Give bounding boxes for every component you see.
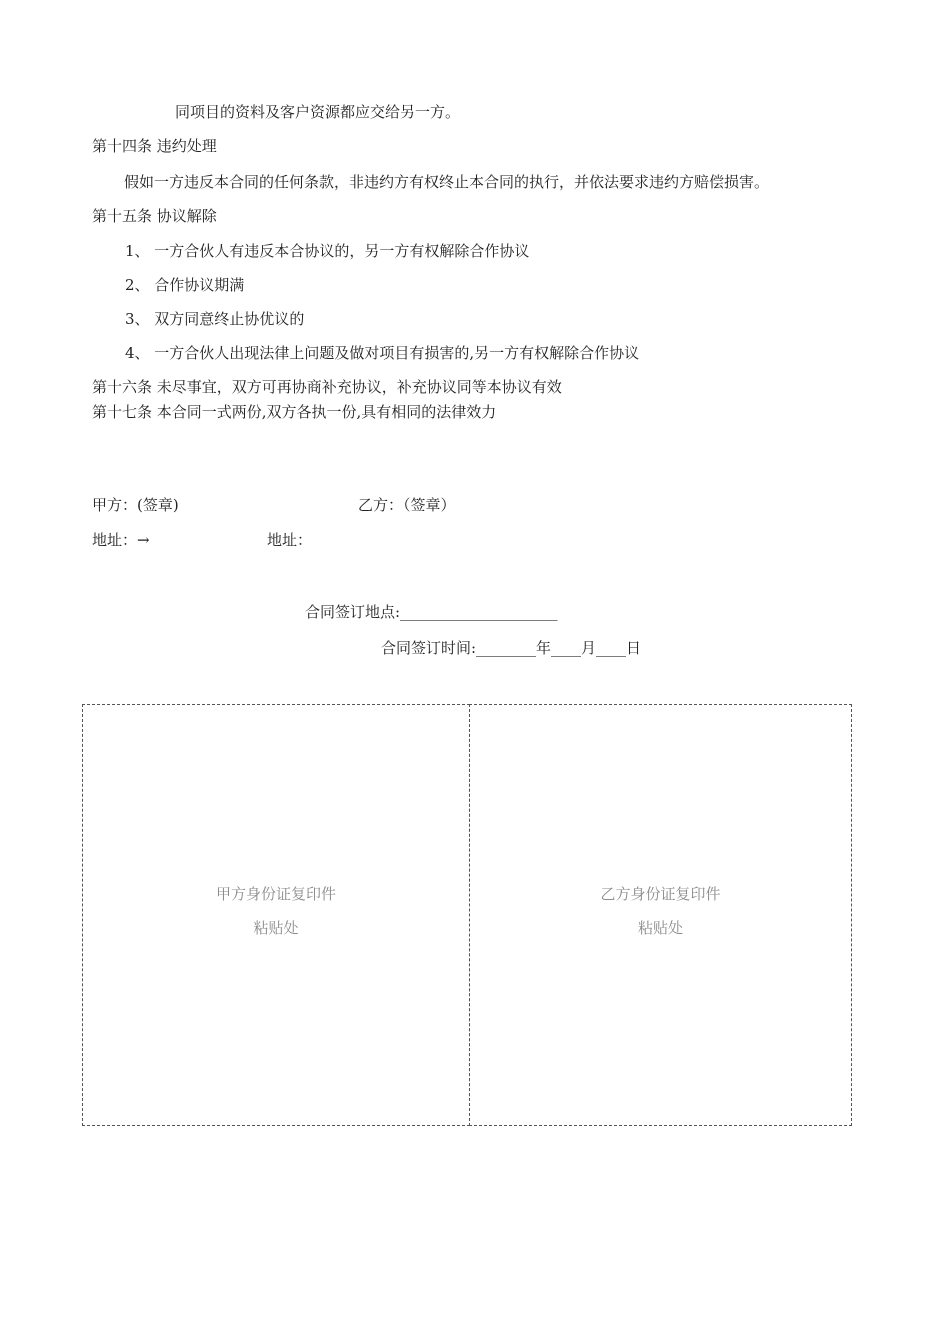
article-15-item-3: 3、 双方同意终止协优议的 <box>125 310 305 328</box>
article-15-item-2: 2、 合作协议期满 <box>125 276 245 294</box>
party-a-signature-label: 甲方：(签章) <box>92 496 179 514</box>
article-15-item-1: 1、 一方合伙人有违反本合协议的，另一方有权解除合作协议 <box>125 242 530 260</box>
signing-place-field: 合同签订地点:_____________________ <box>305 603 558 621</box>
party-b-id-label: 乙方身份证复印件 <box>600 885 721 903</box>
party-b-paste-label: 粘贴处 <box>637 919 683 937</box>
continuation-text: 同项目的资料及客户资源都应交给另一方。 <box>175 103 461 121</box>
article-14-title: 第十四条 违约处理 <box>92 137 217 155</box>
party-b-address-label: 地址： <box>267 531 313 549</box>
party-b-id-paste-area <box>469 704 852 1126</box>
article-17: 第十七条 本合同一式两份,双方各执一份,具有相同的法律效力 <box>92 403 497 421</box>
article-14-body: 假如一方违反本合同的任何条款，非违约方有权终止本合同的执行，并依法要求违约方赔偿损害。 <box>124 173 770 191</box>
article-15-item-4: 4、 一方合伙人出现法律上问题及做对项目有损害的,另一方有权解除合作协议 <box>125 344 640 362</box>
signing-time-field: 合同签订时间:________年____月____日 <box>381 639 642 657</box>
party-a-id-paste-area <box>82 704 470 1126</box>
article-16: 第十六条 未尽事宜，双方可再协商补充协议，补充协议同等本协议有效 <box>92 378 562 396</box>
party-a-address-label: 地址：→ <box>92 531 150 549</box>
party-a-id-label: 甲方身份证复印件 <box>215 885 336 903</box>
article-15-title: 第十五条 协议解除 <box>92 207 217 225</box>
party-a-paste-label: 粘贴处 <box>253 919 299 937</box>
party-b-signature-label: 乙方：（签章） <box>358 496 456 514</box>
